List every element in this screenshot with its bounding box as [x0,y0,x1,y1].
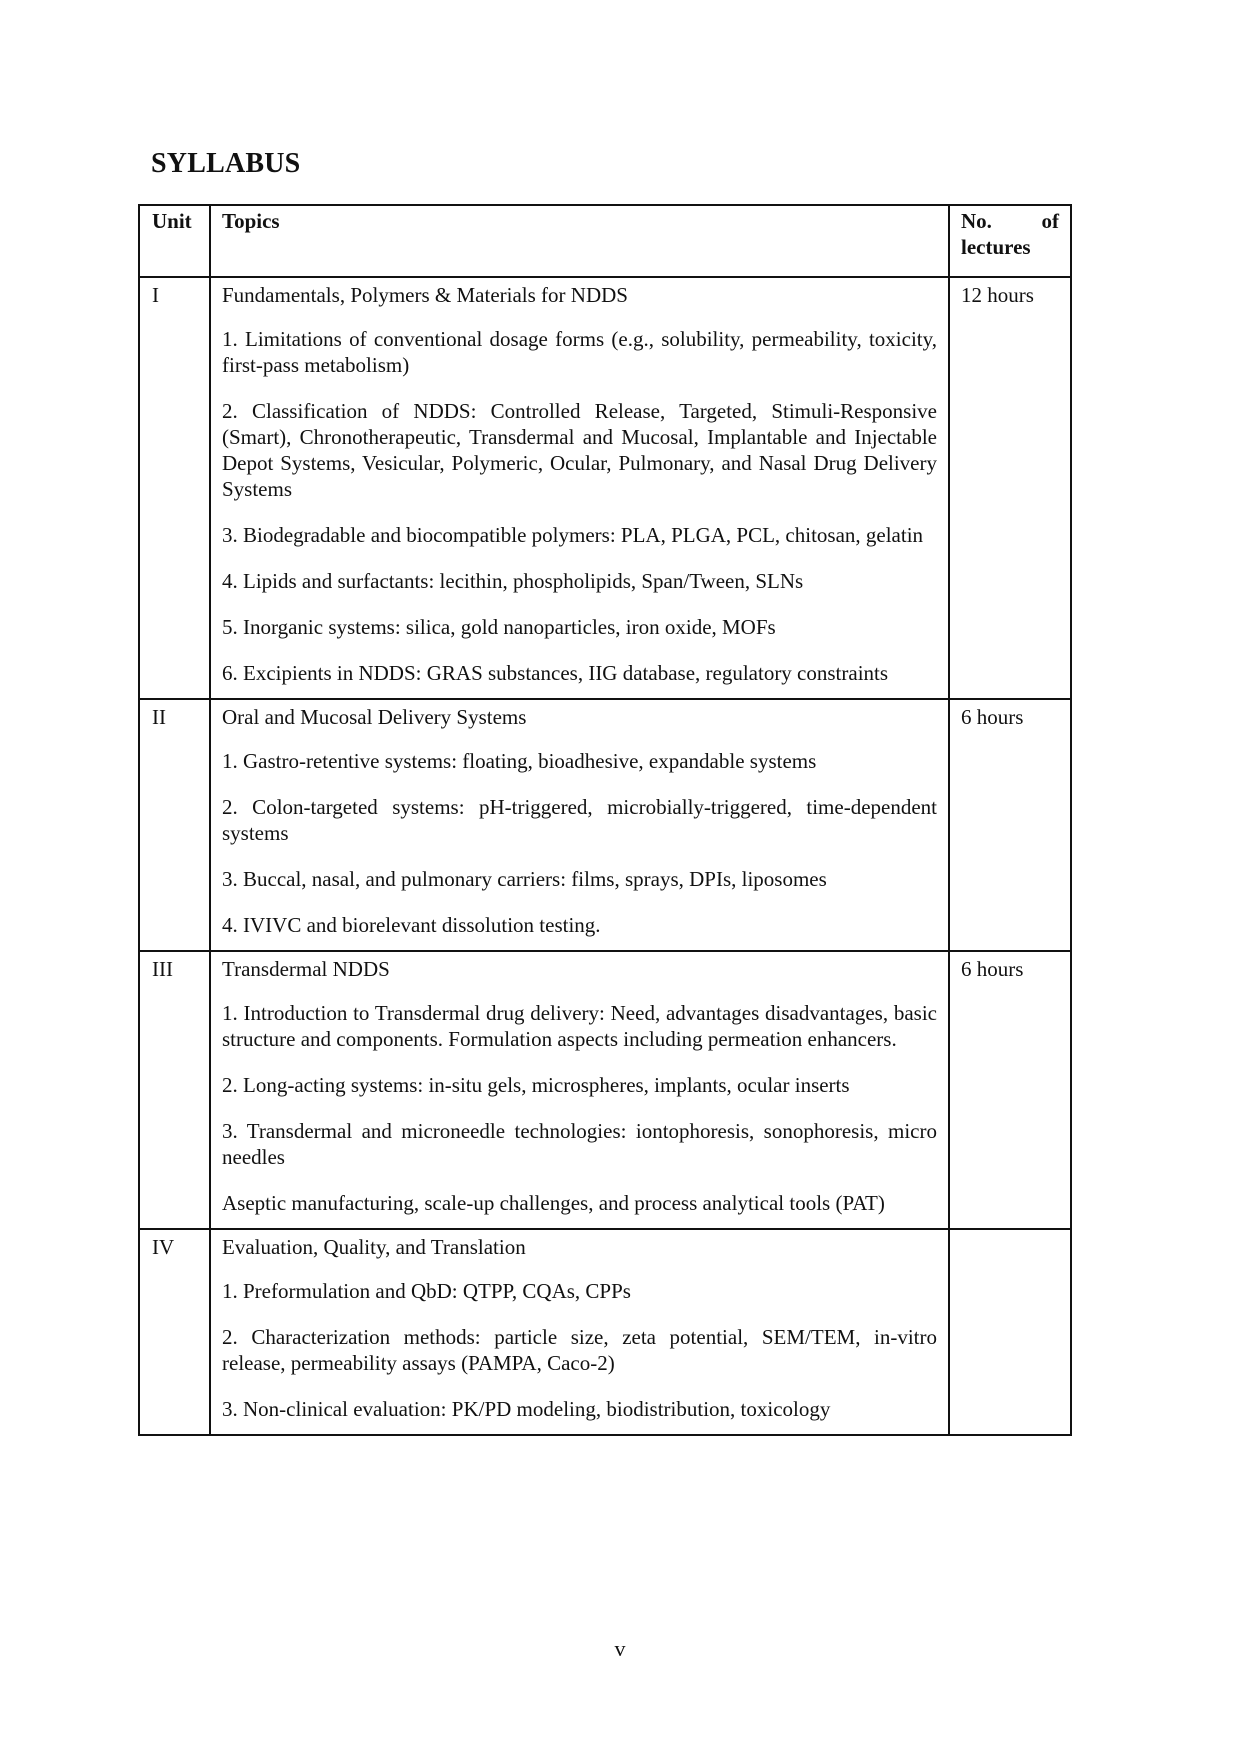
table-row [139,1229,1071,1435]
topics-cell [210,277,949,699]
unit-number: IV [139,1229,210,1435]
topic-item: 6. Excipients in NDDS: GRAS substances, IIG database, regulatory constraints [222,661,889,685]
topic-item: 1. Preformulation and QbD: QTPP, CQAs, CPPs [222,1279,631,1303]
table-row [139,699,1071,951]
topic-item: 1. Limitations of conventional dosage forms (e.g., solubility, permeability, toxicity, first-pass metabolism) [222,327,937,377]
syllabus-table [138,204,1072,1436]
header-lectures-no: No. [961,209,992,233]
lecture-hours: 12 hours [949,277,1071,699]
topic-title: Oral and Mucosal Delivery Systems [222,705,527,729]
page-number: v [614,1636,626,1661]
topics-cell [210,699,949,951]
lecture-hours: 6 hours [949,951,1071,1229]
header-lectures-word: lectures [961,235,1031,259]
page-title: SYLLABUS [151,148,301,179]
table-row [139,277,1071,699]
topic-item: Aseptic manufacturing, scale-up challenges, and process analytical tools (PAT) [222,1191,885,1215]
topic-item: 5. Inorganic systems: silica, gold nanoparticles, iron oxide, MOFs [222,615,776,639]
topic-item: 3. Transdermal and microneedle technologies: iontophoresis, sonophoresis, micro needles [222,1119,937,1169]
topics-cell [210,951,949,1229]
header-lectures-of: of [1041,209,1059,233]
topic-item: 2. Colon-targeted systems: pH-triggered, microbially-triggered, time-dependent systems [222,795,937,845]
topic-item: 2. Long-acting systems: in-situ gels, microspheres, implants, ocular inserts [222,1073,850,1097]
topic-item: 2. Characterization methods: particle size, zeta potential, SEM/TEM, in-vitro release, permeability assays (PAMPA, Caco-2) [222,1325,937,1375]
unit-number: II [139,699,210,951]
topic-item: 4. Lipids and surfactants: lecithin, phospholipids, Span/Tween, SLNs [222,569,804,593]
topic-item: 3. Biodegradable and biocompatible polymers: PLA, PLGA, PCL, chitosan, gelatin [222,523,924,547]
unit-number: III [139,951,210,1229]
unit-number: I [139,277,210,699]
topic-title: Transdermal NDDS [222,957,390,981]
topic-title: Fundamentals, Polymers & Materials for NDDS [222,283,628,307]
topic-item: 4. IVIVC and biorelevant dissolution testing. [222,913,601,937]
topic-item: 2. Classification of NDDS: Controlled Release, Targeted, Stimuli-Responsive (Smart), Chronotherapeutic, Transdermal and Mucosal, Implantable and Injectable Depot Systems, Vesicular, Polymeric, Ocular, Pulmonary, and Nasal Drug Delivery Systems [222,399,937,501]
topic-item: 1. Gastro-retentive systems: floating, bioadhesive, expandable systems [222,749,817,773]
header-topics: Topics [210,205,949,277]
header-unit: Unit [139,205,210,277]
lecture-hours [949,1229,1071,1435]
topics-cell [210,1229,949,1435]
topic-item: 3. Non-clinical evaluation: PK/PD modeling, biodistribution, toxicology [222,1397,831,1421]
topic-item: 3. Buccal, nasal, and pulmonary carriers: films, sprays, DPIs, liposomes [222,867,827,891]
topic-title: Evaluation, Quality, and Translation [222,1235,526,1259]
table-header-row [139,205,1071,277]
table-row [139,951,1071,1229]
topic-item: 1. Introduction to Transdermal drug delivery: Need, advantages disadvantages, basic structure and components. Formulation aspects including permeation enhancers. [222,1001,937,1051]
header-lectures [949,205,1071,277]
lecture-hours: 6 hours [949,699,1071,951]
